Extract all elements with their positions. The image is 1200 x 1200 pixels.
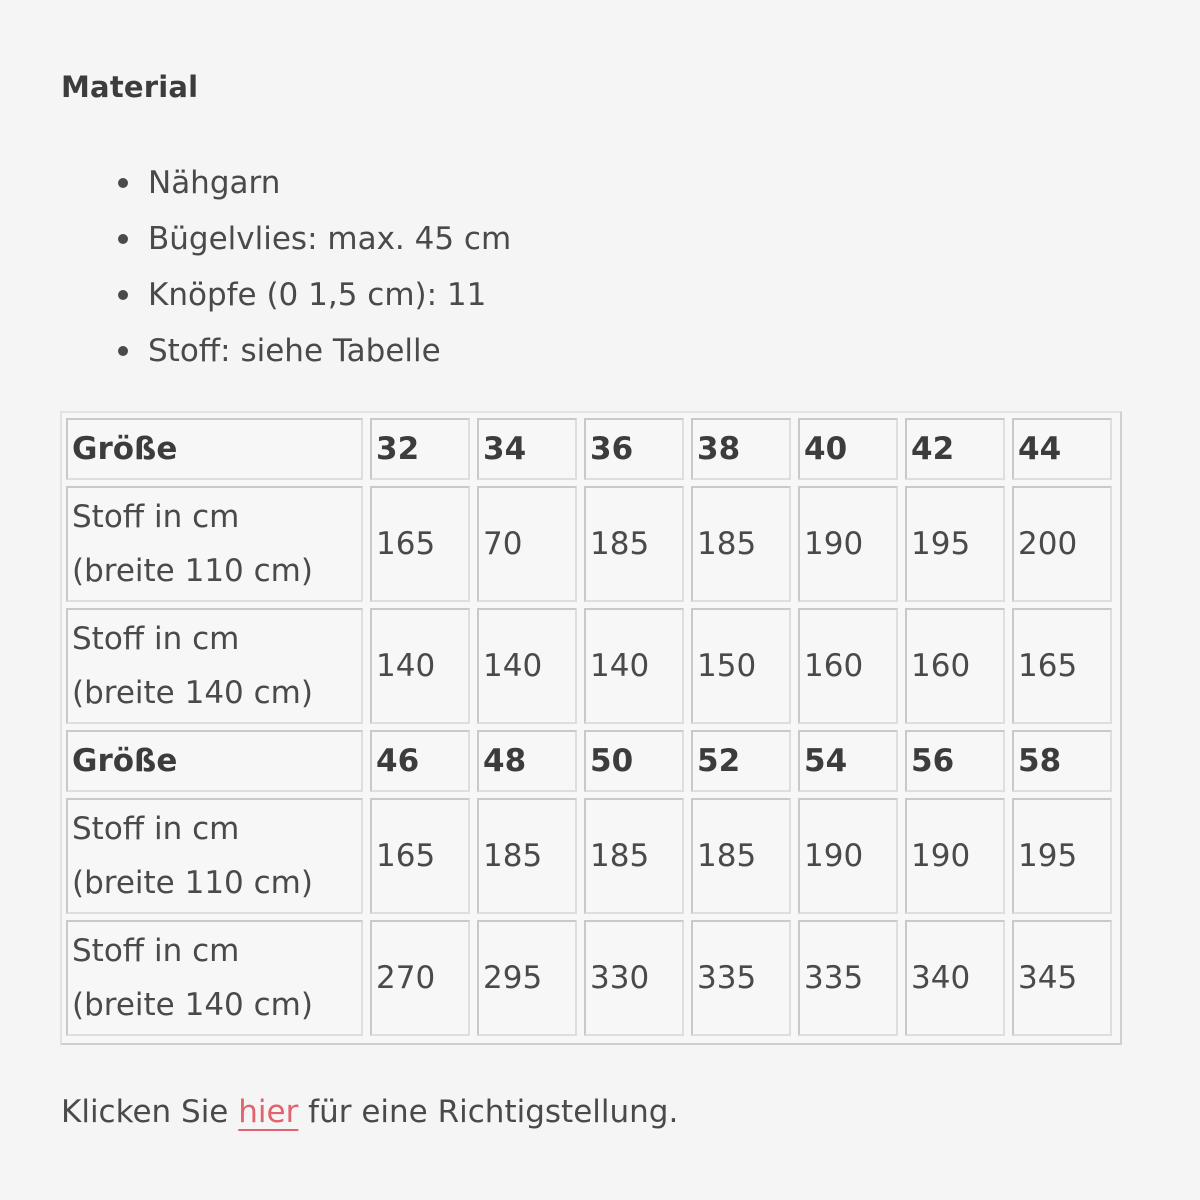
size-header-cell: 46 bbox=[370, 730, 470, 792]
table-cell: 335 bbox=[691, 920, 791, 1036]
table-cell: 190 bbox=[798, 486, 898, 602]
bullet-icon bbox=[118, 178, 128, 188]
table-cell: 340 bbox=[905, 920, 1005, 1036]
table-cell: 165 bbox=[370, 486, 470, 602]
table-row bbox=[66, 798, 1112, 914]
table-cell: 330 bbox=[584, 920, 684, 1036]
row-label-line: Stoff in cm bbox=[72, 811, 240, 847]
table-row bbox=[66, 608, 1112, 724]
table-cell: 335 bbox=[798, 920, 898, 1036]
row-label-cell bbox=[66, 798, 363, 914]
table-cell: 190 bbox=[905, 798, 1005, 914]
size-header-cell: 44 bbox=[1012, 418, 1112, 480]
table-cell: 140 bbox=[477, 608, 577, 724]
row-label-line: (breite 110 cm) bbox=[72, 865, 313, 901]
footer-text-before: Klicken Sie bbox=[61, 1094, 239, 1130]
table-cell: 150 bbox=[691, 608, 791, 724]
size-header-cell: 40 bbox=[798, 418, 898, 480]
table-cell: 185 bbox=[691, 798, 791, 914]
row-label-cell bbox=[66, 608, 363, 724]
bullet-icon bbox=[118, 346, 128, 356]
material-list bbox=[118, 155, 511, 379]
table-cell: 165 bbox=[370, 798, 470, 914]
table-cell: 165 bbox=[1012, 608, 1112, 724]
list-item bbox=[118, 155, 511, 211]
row-label-line: (breite 140 cm) bbox=[72, 675, 313, 711]
size-header-cell: 58 bbox=[1012, 730, 1112, 792]
table-cell: 190 bbox=[798, 798, 898, 914]
table-cell: 195 bbox=[905, 486, 1005, 602]
size-header-cell: 32 bbox=[370, 418, 470, 480]
size-header-cell: 48 bbox=[477, 730, 577, 792]
size-header-cell: 38 bbox=[691, 418, 791, 480]
list-item-text: Knöpfe (0 1,5 cm): 11 bbox=[148, 277, 487, 313]
row-label-line: (breite 110 cm) bbox=[72, 553, 313, 589]
list-item bbox=[118, 267, 511, 323]
size-header-cell: 54 bbox=[798, 730, 898, 792]
size-table-frame bbox=[60, 411, 1122, 1045]
table-row bbox=[66, 920, 1112, 1036]
table-cell: 185 bbox=[584, 798, 684, 914]
footer-text-after: für eine Richtigstellung. bbox=[298, 1094, 679, 1130]
table-cell: 185 bbox=[691, 486, 791, 602]
table-header-row bbox=[66, 730, 1112, 792]
size-table bbox=[59, 412, 1119, 1042]
table-cell: 195 bbox=[1012, 798, 1112, 914]
size-header-cell: 34 bbox=[477, 418, 577, 480]
correction-link[interactable]: hier bbox=[238, 1094, 299, 1130]
table-cell: 160 bbox=[905, 608, 1005, 724]
row-label-cell bbox=[66, 486, 363, 602]
header-label-cell: Größe bbox=[66, 418, 363, 480]
list-item bbox=[118, 323, 511, 379]
table-cell: 185 bbox=[477, 798, 577, 914]
table-cell: 140 bbox=[584, 608, 684, 724]
row-label-line: Stoff in cm bbox=[72, 933, 240, 969]
table-cell: 70 bbox=[477, 486, 577, 602]
size-header-cell: 56 bbox=[905, 730, 1005, 792]
row-label-line: Stoff in cm bbox=[72, 499, 240, 535]
table-cell: 270 bbox=[370, 920, 470, 1036]
list-item bbox=[118, 211, 511, 267]
table-header-row bbox=[66, 418, 1112, 480]
table-cell: 185 bbox=[584, 486, 684, 602]
table-cell: 160 bbox=[798, 608, 898, 724]
table-cell: 345 bbox=[1012, 920, 1112, 1036]
table-cell: 200 bbox=[1012, 486, 1112, 602]
size-header-cell: 36 bbox=[584, 418, 684, 480]
section-heading: Material bbox=[61, 70, 199, 104]
size-header-cell: 50 bbox=[584, 730, 684, 792]
list-item-text: Nähgarn bbox=[148, 165, 281, 201]
bullet-icon bbox=[118, 290, 128, 300]
list-item-text: Bügelvlies: max. 45 cm bbox=[148, 221, 512, 257]
row-label-line: Stoff in cm bbox=[72, 621, 240, 657]
size-header-cell: 52 bbox=[691, 730, 791, 792]
correction-note bbox=[61, 1094, 678, 1130]
list-item-text: Stoff: siehe Tabelle bbox=[148, 333, 441, 369]
bullet-icon bbox=[118, 234, 128, 244]
header-label-cell: Größe bbox=[66, 730, 363, 792]
row-label-line: (breite 140 cm) bbox=[72, 987, 313, 1023]
table-cell: 295 bbox=[477, 920, 577, 1036]
row-label-cell bbox=[66, 920, 363, 1036]
table-cell: 140 bbox=[370, 608, 470, 724]
table-row bbox=[66, 486, 1112, 602]
size-header-cell: 42 bbox=[905, 418, 1005, 480]
